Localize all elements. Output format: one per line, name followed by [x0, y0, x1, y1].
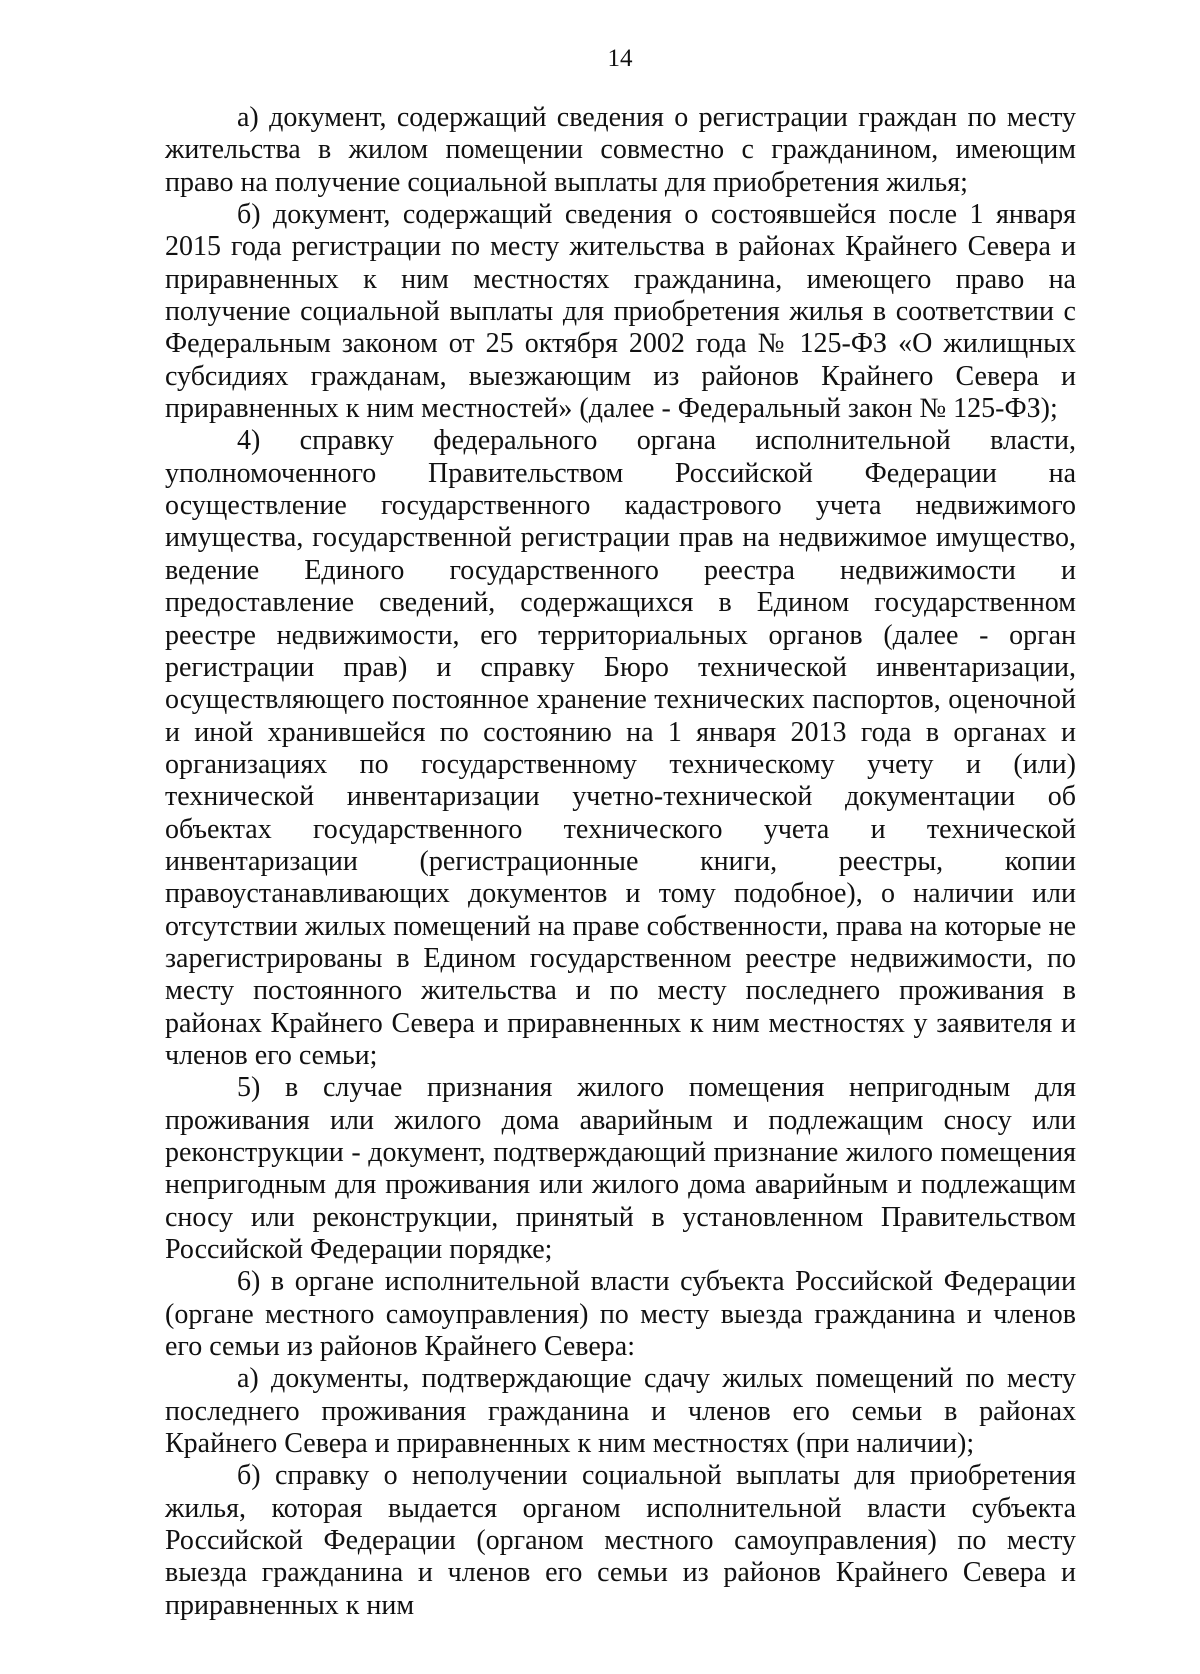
- paragraph-6: 6) в органе исполнительной власти субъекта Российской Федерации (органе местного самоуправления) по месту выезда гражданина и членов его семьи из районов Крайнего Севера:: [165, 1266, 1076, 1363]
- paragraph-3b: б) документ, содержащий сведения о состоявшейся после 1 января 2015 года регистрации по месту жительства в районах Крайнего Севера и приравненных к ним местностях гражданина, имеющего право на получение социальной выплаты для приобретения жилья в соответствии с Федеральным законом от 25 октября 2002 года № 125-ФЗ «О жилищных субсидиях гражданам, выезжающим из районов Крайнего Севера и приравненных к ним местностей» (далее - Федеральный закон № 125-ФЗ);: [165, 199, 1076, 425]
- paragraph-5: 5) в случае признания жилого помещения непригодным для проживания или жилого дома аварийным и подлежащим сносу или реконструкции - документ, подтверждающий признание жилого помещения непригодным для проживания или жилого дома аварийным и подлежащим сносу или реконструкции, принятый в установленном Правительством Российской Федерации порядке;: [165, 1072, 1076, 1266]
- page-number: 14: [607, 45, 633, 72]
- paragraph-6a: а) документы, подтверждающие сдачу жилых помещений по месту последнего проживания гражданина и членов его семьи в районах Крайнего Севера и приравненных к ним местностях (при наличии);: [165, 1363, 1076, 1460]
- paragraph-3a: а) документ, содержащий сведения о регистрации граждан по месту жительства в жилом помещении совместно с гражданином, имеющим право на получение социальной выплаты для приобретения жилья;: [165, 102, 1076, 198]
- paragraph-6b: б) справку о неполучении социальной выплаты для приобретения жилья, которая выдается органом исполнительной власти субъекта Российской Федерации (органом местного самоуправления) по месту выезда гражданина и членов его семьи из районов Крайнего Севера и приравненных к ним: [165, 1460, 1076, 1621]
- paragraph-4: 4) справку федерального органа исполнительной власти, уполномоченного Правительством Российской Федерации на осуществление государственного кадастрового учета недвижимого имущества, государственной регистрации прав на недвижимое имущество, ведение Единого государственного реестра недвижимости и предоставление сведений, содержащихся в Едином государственном реестре недвижимости, его территориальных органов (далее - орган регистрации прав) и справку Бюро технической инвентаризации, осуществляющего постоянное хранение технических паспортов, оценочной и иной хранившейся по состоянию на 1 января 2013 года в органах и организациях по государственному техническому учету и (или) технической инвентаризации учетно-технической документации об объектах государственного технического учета и технической инвентаризации (регистрационные книги, реестры, копии правоустанавливающих документов и тому подобное), о наличии или отсутствии жилых помещений на праве собственности, права на которые не зарегистрированы в Едином государственном реестре недвижимости, по месту постоянного жительства и по месту последнего проживания в районах Крайнего Севера и приравненных к ним местностях у заявителя и членов его семьи;: [165, 425, 1076, 1071]
- document-body: [165, 102, 1076, 1622]
